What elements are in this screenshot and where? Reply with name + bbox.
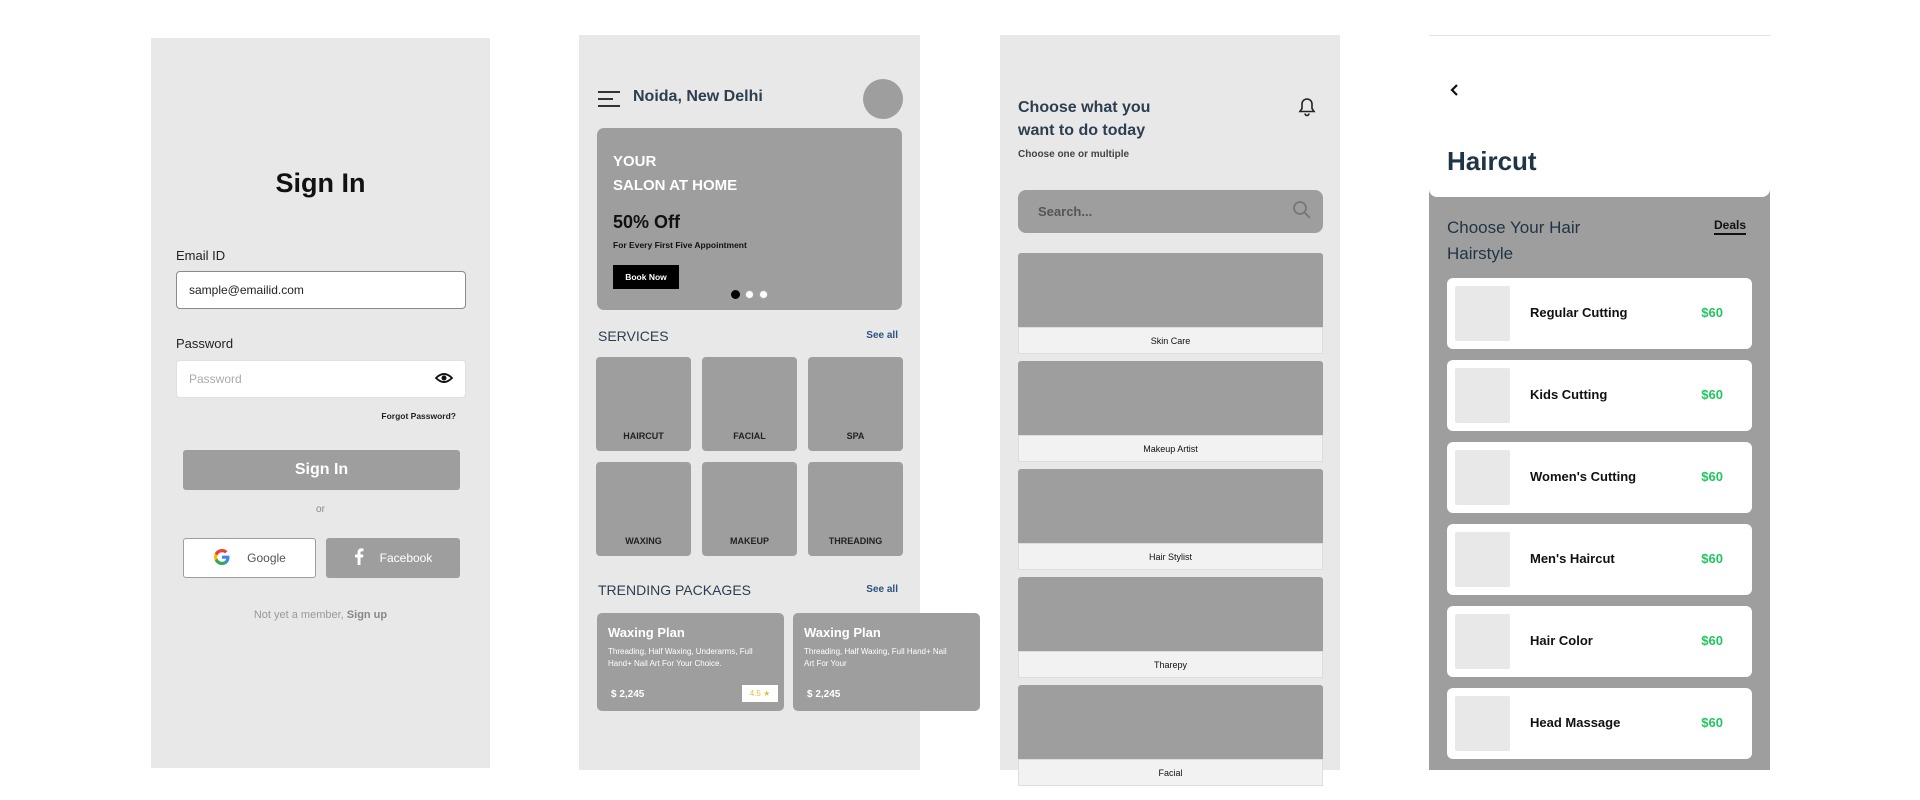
service-threading[interactable]: THREADING [808, 462, 903, 556]
service-name: Head Massage [1530, 715, 1621, 730]
google-button[interactable] [183, 538, 316, 578]
category-card[interactable] [1018, 469, 1323, 570]
trending-see-all[interactable]: See all [866, 584, 898, 595]
avatar[interactable] [863, 79, 903, 119]
services-see-all[interactable]: See all [866, 330, 898, 341]
service-thumbnail [1455, 614, 1510, 669]
google-label: Google [247, 551, 286, 565]
service-facial[interactable]: FACIAL [702, 357, 797, 451]
service-item[interactable] [1447, 524, 1752, 595]
email-label: Email ID [176, 248, 226, 263]
bell-icon[interactable] [1298, 97, 1316, 122]
service-price: $60 [1701, 715, 1723, 730]
signin-screen [151, 38, 490, 768]
banner-headline [613, 150, 737, 198]
package-card[interactable] [597, 613, 784, 711]
forgot-password-link[interactable]: Forgot Password? [381, 411, 456, 421]
choose-sub: Choose one or multiple [1018, 149, 1130, 160]
service-item[interactable] [1447, 606, 1752, 677]
choose-screen [1000, 35, 1340, 778]
search-input[interactable] [1018, 190, 1323, 233]
category-label: Facial [1018, 759, 1323, 786]
or-divider: or [316, 504, 325, 515]
package-price: $ 2,245 [611, 689, 645, 700]
service-price: $60 [1701, 633, 1723, 648]
facebook-button[interactable] [326, 538, 460, 578]
signup-link[interactable]: Sign up [346, 609, 388, 621]
service-spa[interactable]: SPA [808, 357, 903, 451]
password-label: Password [176, 336, 234, 351]
choose-hairstyle-heading: Choose Your Hair Hairstyle [1447, 218, 1581, 263]
carousel-dots[interactable] [731, 290, 768, 299]
package-title: Waxing Plan [608, 625, 685, 640]
category-card[interactable] [1018, 361, 1323, 462]
service-thumbnail [1455, 696, 1510, 751]
service-price: $60 [1701, 305, 1723, 320]
facebook-icon [354, 548, 364, 568]
package-rating: 4.5 ★ [742, 685, 778, 702]
service-waxing[interactable]: WAXING [596, 462, 691, 556]
service-name: Kids Cutting [1530, 387, 1608, 402]
service-thumbnail [1455, 286, 1510, 341]
password-field[interactable] [176, 360, 466, 398]
back-icon[interactable] [1449, 82, 1461, 103]
service-item[interactable] [1447, 688, 1752, 759]
service-price: $60 [1701, 387, 1723, 402]
category-card[interactable] [1018, 685, 1323, 786]
deals-link[interactable]: Deals [1714, 218, 1746, 235]
service-name: Men's Haircut [1530, 551, 1615, 566]
service-name: Regular Cutting [1530, 305, 1628, 320]
home-screen [579, 35, 947, 770]
service-makeup[interactable]: MAKEUP [702, 462, 797, 556]
signup-prompt [151, 609, 490, 621]
location-label[interactable]: Noida, New Delhi [633, 88, 763, 105]
category-label: Tharepy [1018, 651, 1323, 678]
page-title: Haircut [1447, 146, 1537, 176]
services-title: SERVICES [598, 328, 669, 344]
package-desc: Threading, Half Waxing, Underarms, Full Hand+ Nail Art For Your Choice. [608, 647, 753, 668]
banner-line1: YOUR [613, 153, 657, 170]
service-name: Hair Color [1530, 633, 1593, 648]
search-placeholder: Search... [1038, 204, 1093, 219]
package-price: $ 2,245 [807, 689, 841, 700]
book-now-button[interactable]: Book Now [613, 265, 679, 289]
service-name: Women's Cutting [1530, 469, 1637, 484]
service-haircut[interactable]: HAIRCUT [596, 357, 691, 451]
banner-line2: SALON AT HOME [613, 177, 738, 194]
password-placeholder: Password [189, 372, 242, 386]
google-icon [213, 548, 231, 569]
package-card[interactable] [793, 613, 980, 711]
haircut-screen [1429, 35, 1770, 770]
category-label: Makeup Artist [1018, 435, 1323, 462]
menu-icon[interactable] [598, 91, 620, 112]
service-item[interactable] [1447, 442, 1752, 513]
banner-offer-sub: For Every First Five Appointment [613, 240, 747, 250]
service-item[interactable] [1447, 278, 1752, 349]
category-label: Skin Care [1018, 327, 1323, 354]
facebook-label: Facebook [379, 551, 433, 565]
service-thumbnail [1455, 450, 1510, 505]
search-icon[interactable] [1292, 200, 1312, 223]
trending-title: TRENDING PACKAGES [598, 582, 751, 598]
service-price: $60 [1701, 469, 1723, 484]
banner-offer: 50% Off [613, 212, 681, 232]
service-thumbnail [1455, 368, 1510, 423]
service-item[interactable] [1447, 360, 1752, 431]
choose-heading: Choose what you want to do today [1018, 99, 1151, 139]
service-thumbnail [1455, 532, 1510, 587]
promo-banner [597, 128, 902, 310]
signin-button[interactable]: Sign In [183, 450, 460, 490]
category-label: Hair Stylist [1018, 543, 1323, 570]
package-desc: Threading, Half Waxing, Full Hand+ Nail Art For Your [804, 647, 947, 668]
email-value: sample@emailid.com [189, 283, 304, 297]
email-field[interactable] [176, 271, 466, 309]
member-text: Not yet a member, [253, 609, 344, 621]
signin-title: Sign In [275, 168, 366, 198]
package-title: Waxing Plan [804, 625, 881, 640]
service-price: $60 [1701, 551, 1723, 566]
eye-icon[interactable] [435, 372, 453, 387]
category-card[interactable] [1018, 577, 1323, 678]
haircut-header [1429, 35, 1770, 197]
category-card[interactable] [1018, 253, 1323, 354]
